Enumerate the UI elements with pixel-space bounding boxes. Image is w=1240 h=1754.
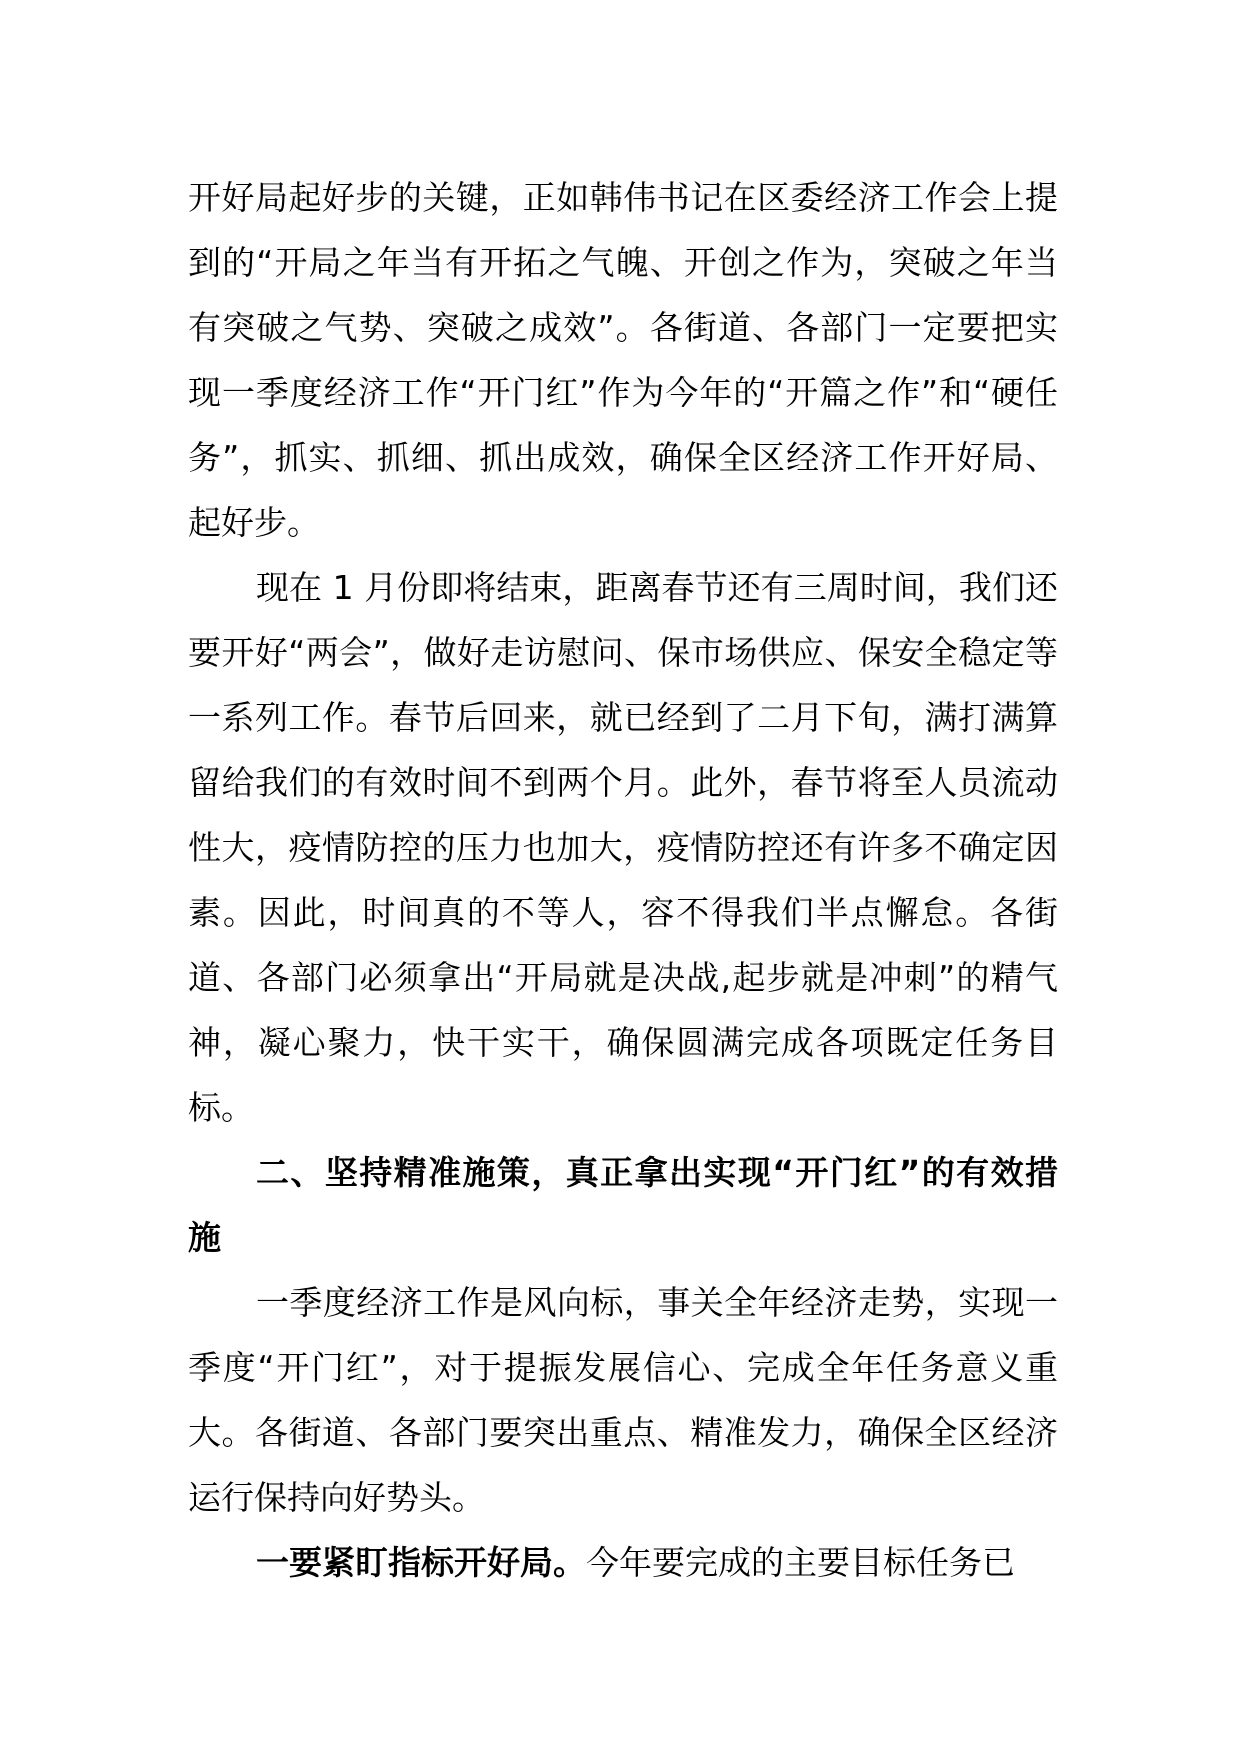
- body-paragraph-3: 一季度经济工作是风向标，事关全年经济走势，实现一季度“开门红”，对于提振发展信心、完成全年任务意义重大。各街道、各部门要突出重点、精准发力，确保全区经济运行保持向好势头。: [188, 1283, 1058, 1517]
- body-paragraph-1: 开好局起好步的关键，正如韩伟书记在区委经济工作会上提到的“开局之年当有开拓之气魄、开创之作为，突破之年当有突破之气势、突破之成效”。各街道、各部门一定要把实现一季度经济工作“开门红”作为今年的“开篇之作”和“硬任务”，抓实、抓细、抓出成效，确保全区经济工作开好局、起好步。: [188, 178, 1058, 542]
- section-heading-2: 二、坚持精准施策，真正拿出实现“开门红”的有效措施: [188, 1153, 1058, 1257]
- document-body: [188, 165, 1058, 1595]
- body-paragraph-2: 现在 1 月份即将结束，距离春节还有三周时间，我们还要开好“两会”，做好走访慰问、保市场供应、保安全稳定等一系列工作。春节后回来，就已经到了二月下旬，满打满算留给我们的有效时间不到两个月。此外，春节将至人员流动性大，疫情防控的压力也加大，疫情防控还有许多不确定因素。因此，时间真的不等人，容不得我们半点懈怠。各街道、各部门必须拿出“开局就是决战,起步就是冲刺”的精气神，凝心聚力，快干实干，确保圆满完成各项既定任务目标。: [188, 568, 1058, 1127]
- paragraph-4-text: 今年要完成的主要目标任务已: [586, 1543, 1015, 1582]
- body-paragraph-4: [188, 1530, 1058, 1595]
- paragraph-lead-bold: 一要紧盯指标开好局。: [256, 1543, 586, 1582]
